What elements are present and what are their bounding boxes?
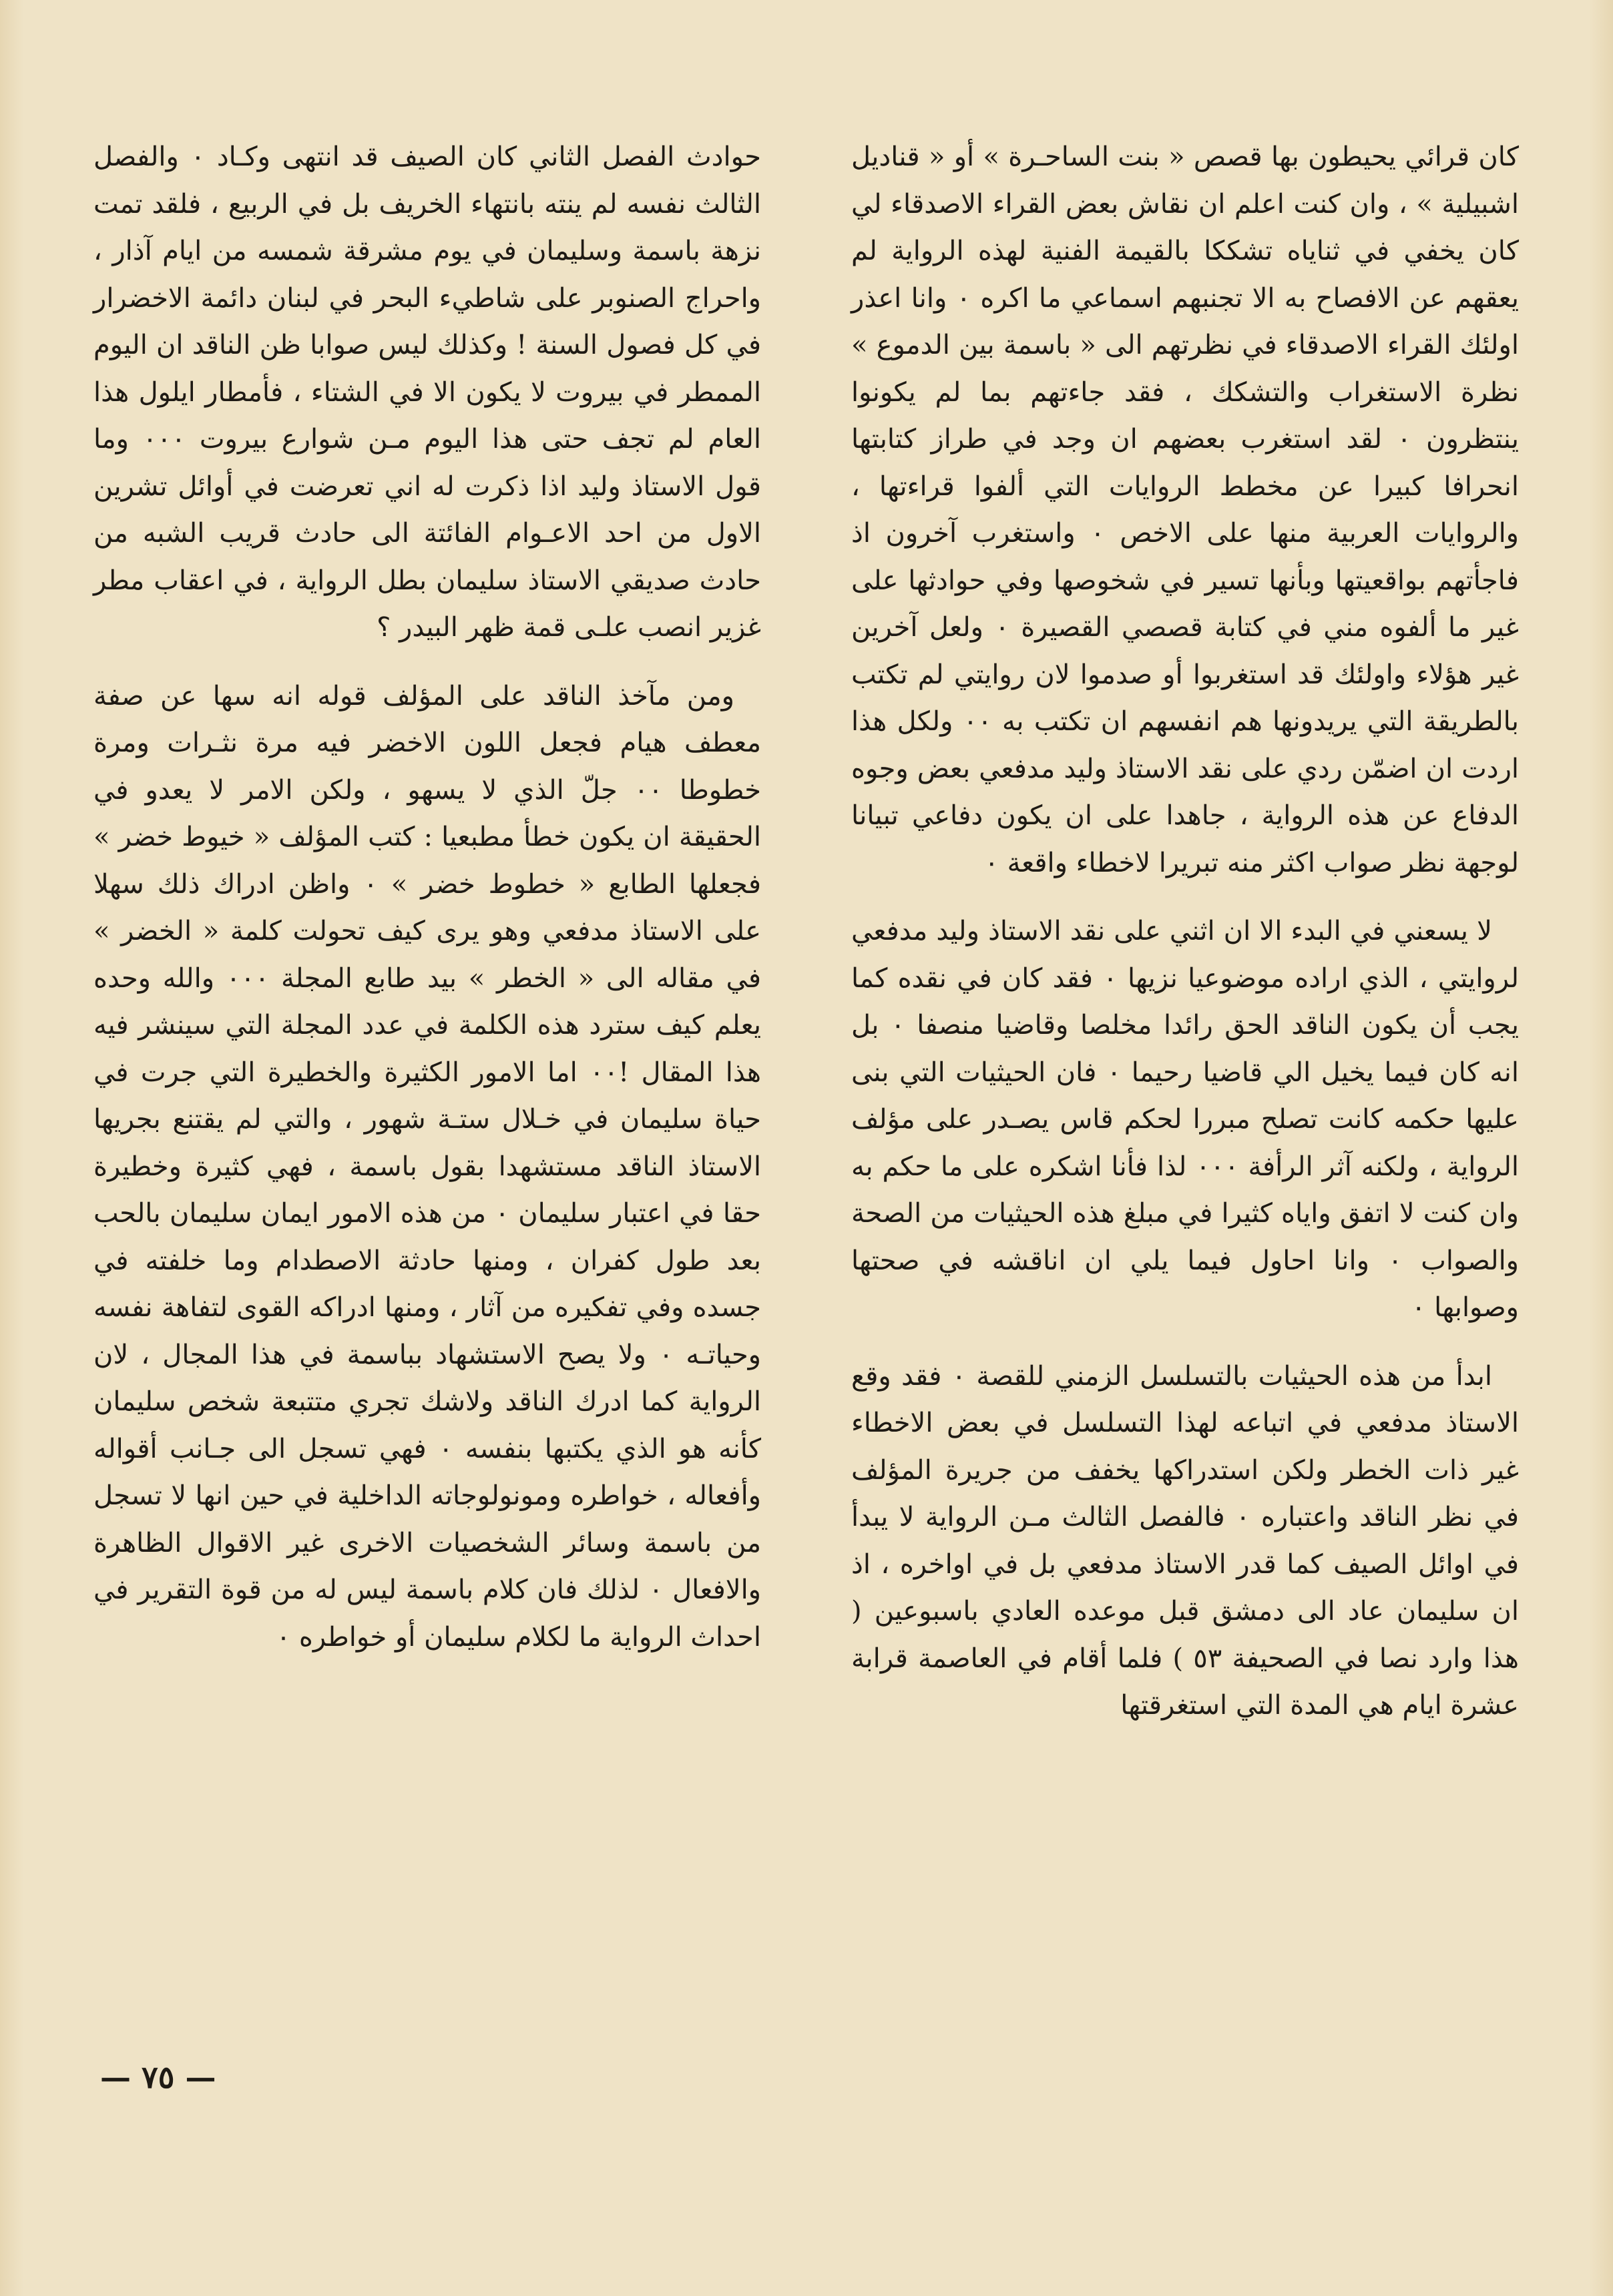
paragraph: لا يسعني في البدء الا ان اثني على نقد الاستاذ وليد مدفعي لروايتي ، الذي اراده موضوعيا نزيها ٠ فقد كان في نقده كما يجب أن يكون الناقد الحق رائدا مخلصا وقاضيا منصفا ٠ بل انه كان فيما يخيل الي قاضيا رحيما ٠ فان الحيثيات التي بنى عليها حكمه كانت تصلح مبررا لحكم قاس يصـدر على مؤلف الرواية ، ولكنه آثر الرأفة ٠٠٠ لذا فأنا اشكره على ما حكم به وان كنت لا اتفق واياه كثيرا في مبلغ هذه الحيثيات من الصحة والصواب ٠ وانا احاول فيما يلي ان اناقشه في صحتها وصوابها ٠ — [851, 916, 1520, 1323]
page-number: — ٧٥ — — [100, 2059, 216, 2095]
paragraph: حوادث الفصل الثاني كان الصيف قد انتهى وكـاد ٠ والفصل الثالث نفسه لم ينته بانتهاء الخريف بل في الربيع ، فلقد تمت نزهة باسمة وسليمان في يوم مشرقة شمسه من ايام آذار ، واحراج الصنوبر على شاطيء البحر في لبنان دائمة الاخضرار في كل فصول السنة ! وكذلك ليس صوابا ظن الناقد ان اليوم الممطر في بيروت لا يكون الا في الشتاء ، فأمطار ايلول هذا العام لم تجف حتى هذا اليوم مـن شوارع بيروت ٠٠٠ وما قول الاستاذ وليد اذا ذكرت له اني تعرضت في أوائل تشرين الاول من احد الاعـوام الفائتة الى حادث قريب الشبه من حادث صديقي الاستاذ سليمان بطل الرواية ، في اعقاب مطر غزير انصب علـى قمة ظهر البيدر ؟ — [93, 141, 762, 643]
right-column — [851, 133, 1519, 1751]
page-edge-left — [0, 0, 24, 2296]
page-edge-right — [1589, 0, 1613, 2296]
paragraph: ومن مآخذ الناقد على المؤلف قوله انه سها عن صفة معطف هيام فجعل اللون الاخضر فيه مرة نثـرات ومرة خطوطا ٠٠ جلّ الذي لا يسهو ، ولكن الامر لا يعدو في الحقيقة ان يكون خطأ مطبعيا : كتب المؤلف « خيوط خضر » فجعلها الطابع « خطوط خضر » ٠ واظن ادراك ذلك سهلا على الاستاذ مدفعي وهو يرى كيف تحولت كلمة « الخضر » في مقاله الى « الخطر » بيد طابع المجلة ٠٠٠ والله وحده يعلم كيف سترد هذه الكلمة في عدد المجلة التي سينشر فيه هذا المقال !٠٠ اما الامور الكثيرة والخطيرة التي جرت في حياة سليمان في خـلال ستـة شهور ، والتي لم يقتنع بجريها الاستاذ الناقد مستشهدا بقول باسمة ، فهي كثيرة وخطيرة حقا في اعتبار سليمان ٠ من هذه الامور ايمان سليمان بالحب بعد طول كفران ، ومنها حادثة الاصطدام وما خلفته في جسده وفي تفكيره من آثار ، ومنها ادراكه القوى لتفاهة نفسه وحياتـه ٠ ولا يصح الاستشهاد بباسمة في هذا المجال ، لان الرواية كما ادرك الناقد ولاشك تجري متتبعة شخص سليمان كأنه هو الذي يكتبها بنفسه ٠ فهي تسجل الى جـانب أقواله وأفعاله ، خواطره ومونولوجاته الداخلية في حين انها لا تسجل من باسمة وسائر الشخصيات الاخرى غير الاقوال الظاهرة والافعال ٠ لذلك فان كلام باسمة ليس له من قوة التقرير في احداث الرواية ما لكلام سليمان أو خواطره ٠ — [93, 680, 762, 1653]
paragraph: ابدأ من هذه الحيثيات بالتسلسل الزمني للقصة ٠ فقد وقع الاستاذ مدفعي في اتباعه لهذا التسلسل في بعض الاخطاء غير ذات الخطر ولكن استدراكها يخفف من جريرة المؤلف في نظر الناقد واعتباره ٠ فالفصل الثالث مـن الرواية لا يبدأ في اوائل الصيف كما قدر الاستاذ مدفعي بل في اواخره ، اذ ان سليمان عاد الى دمشق قبل موعده العادي باسبوعين ( هذا وارد نصا في الصحيفة ٥٣ ) فلما أقام في العاصمة قرابة عشرة ايام هي المدة التي استغرقتها — [851, 1360, 1519, 1721]
paragraph: كان قرائي يحيطون بها قصص « بنت الساحـرة » أو « قناديل اشبيلية » ، وان كنت اعلم ان نقاش بعض القراء الاصدقاء لي كان يخفي في ثناياه تشككا بالقيمة الفنية لهذه الرواية لم يعقهم عن الافصاح به الا تجنبهم اسماعي ما اكره ٠ وانا اعذر اولئك القراء الاصدقاء في نظرتهم الى « باسمة بين الدموع » نظرة الاستغراب والتشكك ، فقد جاءتهم بما لم يكونوا ينتظرون ٠ لقد استغرب بعضهم ان وجد في طراز كتابتها انحرافا كبيرا عن مخطط الروايات التي ألفوا قراءتها ، والروايات العربية منها على الاخص ٠ واستغرب آخرون اذ فاجأتهم بواقعيتها وبأنها تسير في شخوصها وفي حوادثها على غير ما ألفوه مني في كتابة قصصي القصيرة ٠ ولعل آخرين غير هؤلاء واولئك قد استغربوا أو صدموا لان روايتي لم تكتب بالطريقة التي يريدونها هم انفسهم ان تكتب به ٠٠ ولكل هذا اردت ان اضمّن ردي على نقد الاستاذ وليد مدفعي بعض وجوه الدفاع عن هذه الرواية ، جاهدا على ان يكون دفاعي تبيانا لوجهة نظر صواب اكثر منه تبريرا لاخطاء واقعة ٠ — [851, 141, 1519, 878]
left-column — [93, 133, 761, 1682]
